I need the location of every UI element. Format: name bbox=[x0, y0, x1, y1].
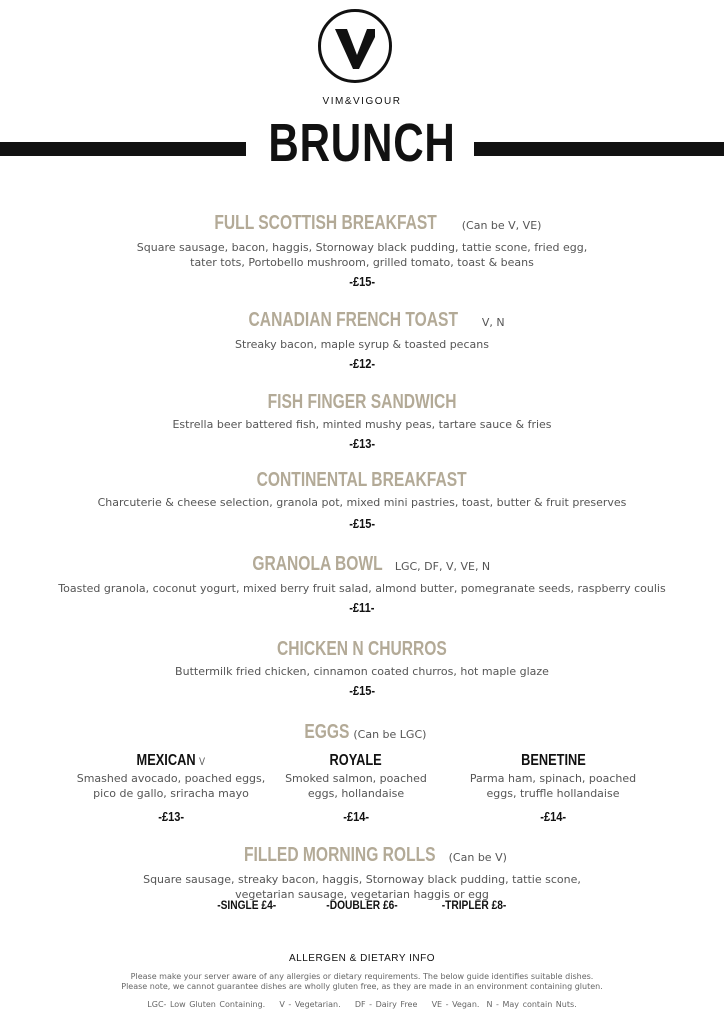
item-name: CONTINENTAL BREAKFAST bbox=[256, 469, 468, 491]
eggs-option bbox=[76, 750, 266, 825]
description-line: Smashed avocado, poached eggs, bbox=[76, 772, 266, 785]
eggs-option-description bbox=[76, 771, 266, 801]
menu-item bbox=[0, 552, 724, 616]
item-price: -£12- bbox=[349, 356, 375, 371]
menu-title: BRUNCH bbox=[268, 113, 456, 173]
description-line: Parma ham, spinach, poached bbox=[469, 772, 637, 785]
roll-option-single: -SINGLE £4- bbox=[217, 898, 277, 912]
item-dietary-note: LGC, DF, V, VE, N bbox=[394, 560, 491, 573]
item-description bbox=[0, 495, 724, 510]
item-description-line: Streaky bacon, maple syrup & toasted pecans bbox=[235, 338, 489, 351]
description-line: pico de gallo, sriracha mayo bbox=[93, 787, 249, 800]
eggs-option-note: V bbox=[199, 756, 206, 768]
brand-name: VIM&VIGOUR bbox=[322, 96, 402, 107]
item-description-line: Toasted granola, coconut yogurt, mixed berry fruit salad, almond butter, pomegranate seeds, raspberry coulis bbox=[58, 582, 666, 595]
menu-item bbox=[0, 468, 724, 532]
item-name: GRANOLA BOWL bbox=[252, 553, 383, 575]
description-line: Smoked salmon, poached bbox=[285, 772, 427, 785]
eggs-option-description bbox=[261, 771, 451, 801]
item-price: -£15- bbox=[349, 274, 375, 289]
rolls-section bbox=[0, 843, 724, 902]
roll-option-tripler: -TRIPLER £8- bbox=[441, 898, 507, 912]
item-price: -£11- bbox=[349, 600, 375, 615]
item-name: FISH FINGER SANDWICH bbox=[267, 391, 457, 413]
item-dietary-note: V, N bbox=[481, 316, 505, 329]
item-price: -£15- bbox=[349, 516, 375, 531]
eggs-option-description bbox=[458, 771, 648, 801]
eggs-option bbox=[458, 750, 648, 825]
eggs-option-name: MEXICAN V bbox=[136, 752, 206, 769]
allergen-key: LGC- Low Gluten Containing. V - Vegetarian. DF - Dairy Free VE - Vegan. N - May contain Nuts. bbox=[147, 1000, 577, 1009]
eggs-option-price: -£13- bbox=[158, 809, 184, 824]
allergen-title: ALLERGEN & DIETARY INFO bbox=[289, 953, 435, 964]
item-description-line: Estrella beer battered fish, minted mushy peas, tartare sauce & fries bbox=[172, 418, 552, 431]
eggs-name: EGGS bbox=[303, 721, 350, 743]
item-description-line: Buttermilk fried chicken, cinnamon coated churros, hot maple glaze bbox=[175, 665, 549, 678]
item-description bbox=[0, 581, 724, 596]
item-name: FULL SCOTTISH BREAKFAST bbox=[213, 212, 437, 234]
description-line: eggs, truffle hollandaise bbox=[486, 787, 620, 800]
v-logo-icon bbox=[335, 29, 375, 69]
brand-logo bbox=[318, 9, 392, 83]
menu-item bbox=[0, 637, 724, 699]
item-description bbox=[0, 240, 724, 270]
eggs-option-price: -£14- bbox=[540, 809, 566, 824]
menu-item bbox=[0, 390, 724, 452]
item-description bbox=[0, 337, 724, 352]
description-line: eggs, hollandaise bbox=[307, 787, 405, 800]
allergen-text bbox=[0, 972, 724, 992]
eggs-dietary-note: (Can be LGC) bbox=[353, 728, 427, 741]
item-description-line: tater tots, Portobello mushroom, grilled tomato, toast & beans bbox=[190, 256, 534, 269]
description-line: vegetarian sausage, vegetarian haggis or egg bbox=[235, 888, 489, 901]
item-dietary-note: (Can be V, VE) bbox=[461, 219, 542, 232]
rolls-dietary-note: (Can be V) bbox=[448, 851, 507, 864]
item-price: -£15- bbox=[349, 683, 375, 698]
eggs-option bbox=[261, 750, 451, 825]
item-description-line: Square sausage, bacon, haggis, Stornoway black pudding, tattie scone, fried egg, bbox=[136, 241, 588, 254]
item-description-line: Charcuterie & cheese selection, granola pot, mixed mini pastries, toast, butter & fruit preserves bbox=[97, 496, 627, 509]
item-description bbox=[0, 417, 724, 432]
eggs-section-heading bbox=[0, 720, 724, 747]
menu-item bbox=[0, 211, 724, 290]
rolls-name: FILLED MORNING ROLLS bbox=[244, 844, 436, 866]
item-price: -£13- bbox=[349, 436, 375, 451]
allergen-text-line: Please note, we cannot guarantee dishes are wholly gluten free, as they are made in an environment containing gluten. bbox=[121, 982, 603, 991]
item-description bbox=[0, 664, 724, 679]
item-name: CANADIAN FRENCH TOAST bbox=[248, 309, 459, 331]
description-line: Square sausage, streaky bacon, haggis, Stornoway black pudding, tattie scone, bbox=[143, 873, 581, 886]
allergen-text-line: Please make your server aware of any allergies or dietary requirements. The below guide identifies suitable dishes. bbox=[130, 972, 594, 981]
eggs-option-price: -£14- bbox=[343, 809, 369, 824]
eggs-option-name: BENETINE bbox=[520, 752, 586, 769]
roll-option-doubler: -DOUBLER £6- bbox=[326, 898, 398, 912]
menu-item bbox=[0, 308, 724, 372]
eggs-option-name: ROYALE bbox=[329, 752, 383, 769]
item-name: CHICKEN N CHURROS bbox=[277, 638, 447, 660]
